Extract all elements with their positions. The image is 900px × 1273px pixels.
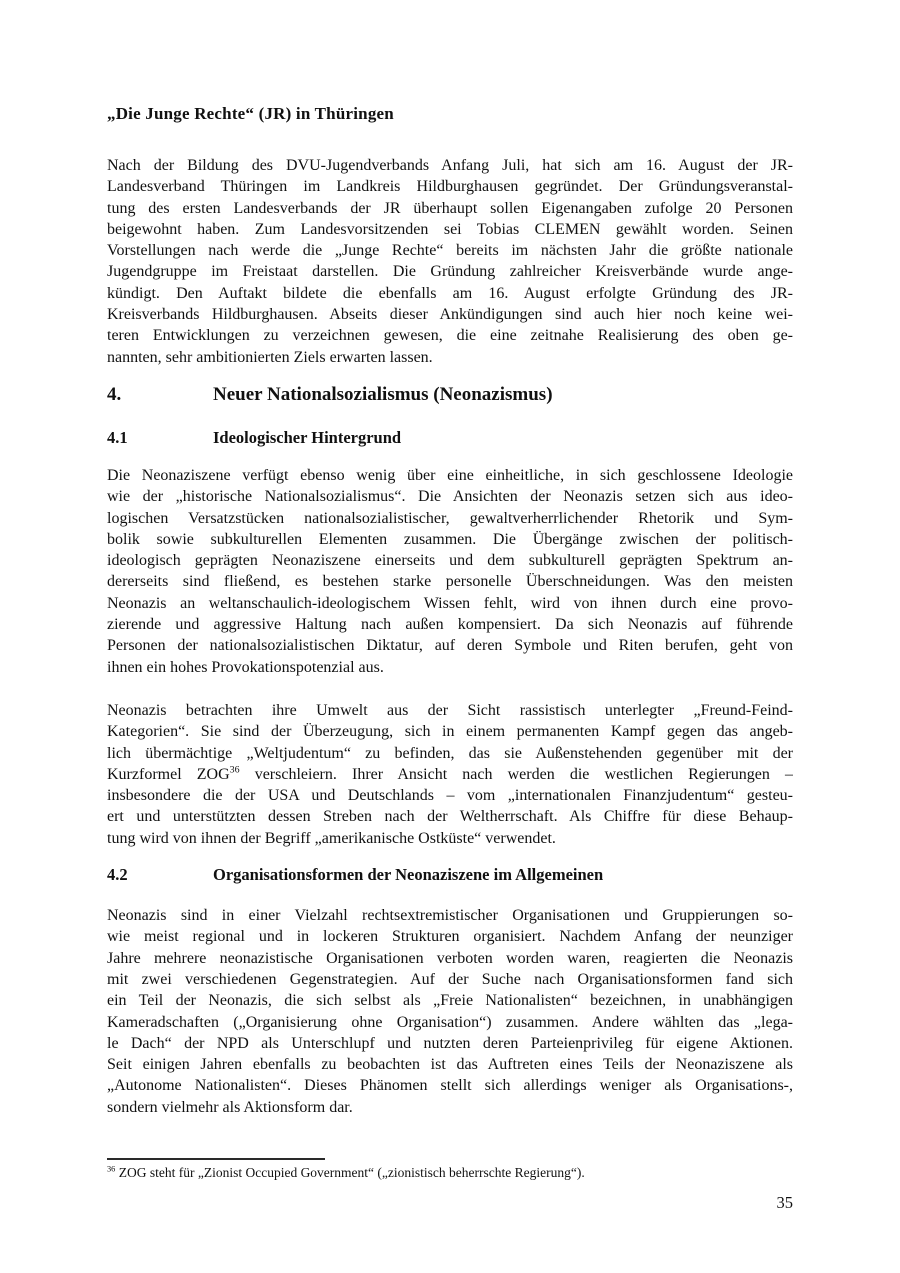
section-4-1-heading xyxy=(107,427,793,449)
text-line: beigewohnt haben. Zum Landesvorsitzenden sei Tobias CLEMEN gewählt worden. Seinen xyxy=(107,220,793,238)
text-line: Vorstellungen nach werde die „Junge Rechte“ bereits im nächsten Jahr die größte nationale xyxy=(107,242,793,260)
footnote-36 xyxy=(107,1163,793,1183)
text-line: Neonazis an weltanschaulich-ideologischem Wissen fehlt, wird von ihnen durch eine provo- xyxy=(107,594,793,612)
text-line: dererseits sind fließend, es bestehen starke personelle Überschneidungen. Was den meisten xyxy=(107,573,793,591)
text-line: mit zwei verschiedenen Gegenstrategien. Auf der Suche nach Organisationsformen fand sich xyxy=(107,970,793,988)
text-line: insbesondere die der USA und Deutschlands – vom „internationalen Finanzjudentum“ gesteu- xyxy=(107,787,793,805)
text-line: ihnen ein hohes Provokationspotenzial aus. xyxy=(107,658,384,676)
section-4-1-paragraph-1 xyxy=(107,465,793,678)
section-4-2-heading xyxy=(107,864,793,886)
text-line: lich übermächtige „Weltjudentum“ zu befinden, das sie Außenstehenden gegenüber mit der xyxy=(107,744,793,762)
text-line: „Autonome Nationalisten“. Dieses Phänomen stellt sich allerdings weniger als Organisations-, xyxy=(107,1077,793,1095)
text-line: ein Teil der Neonazis, die sich selbst als „Freie Nationalisten“ bezeichnen, in unabhängigen xyxy=(107,992,793,1010)
text-line: zierende und aggressive Haltung nach außen kompensiert. Da sich Neonazis auf führende xyxy=(107,616,793,634)
text-line: Neonazis betrachten ihre Umwelt aus der Sicht rassistisch unterlegter „Freund-Feind- xyxy=(107,701,793,719)
text-line: nannten, sehr ambitionierten Ziels erwarten lassen. xyxy=(107,348,433,366)
text-line: Kreisverbands Hildburghausen. Abseits dieser Ankündigungen sind auch hier noch keine wei- xyxy=(107,306,793,324)
text-line: logischen Versatzstücken nationalsozialistischer, gewaltverherrlichender Rhetorik und Sym- xyxy=(107,509,793,527)
text-line: Kategorien“. Sie sind der Überzeugung, sich in einem permanenten Kampf gegen das angeb- xyxy=(107,723,793,741)
document-subsection-title: „Die Junge Rechte“ (JR) in Thüringen xyxy=(107,104,394,123)
text-line: Seit einigen Jahren ebenfalls zu beobachten ist das Auftreten eines Teils der Neonaziszene als xyxy=(107,1056,793,1074)
text-line: bolik sowie subkulturellen Elementen zusammen. Die Übergänge zwischen der politisch- xyxy=(107,530,793,548)
section-4-number: 4. xyxy=(107,383,122,405)
page-number: 35 xyxy=(776,1193,793,1212)
text-line: teren Entwicklungen zu verzeichnen gewesen, die eine zeitnahe Realisierung des oben ge- xyxy=(107,327,793,345)
section-4-heading xyxy=(107,382,793,408)
section-4-2-paragraph xyxy=(107,905,793,1118)
text-line: Landesverband Thüringen im Landkreis Hildburghausen gegründet. Der Gründungsveranstal- xyxy=(107,178,793,196)
footnote-36-text: ZOG steht für „Zionist Occupied Government“ („zionistisch beherrschte Regierung“). xyxy=(118,1164,585,1180)
text-line: kündigt. Den Auftakt bildete die ebenfalls am 16. August erfolgte Gründung des JR- xyxy=(107,284,793,302)
text-line: Jahre mehrere neonazistische Organisationen verboten worden waren, reagierten die Neonazis xyxy=(107,949,793,967)
text-line: Die Neonaziszene verfügt ebenso wenig über eine einheitliche, in sich geschlossene Ideologie xyxy=(107,466,793,484)
text-line: sondern vielmehr als Aktionsform dar. xyxy=(107,1098,353,1116)
text-line: ert und unterstützten dessen Streben nach der Weltherrschaft. Als Chiffre für diese Behaup- xyxy=(107,808,793,826)
text-block xyxy=(107,103,793,1183)
footnote-36-marker: 36 xyxy=(107,1164,116,1174)
text-line: tung wird von ihnen der Begriff „amerikanische Ostküste“ verwendet. xyxy=(107,829,556,847)
text-line: Nach der Bildung des DVU-Jugendverbands Anfang Juli, hat sich am 16. August der JR- xyxy=(107,157,793,174)
section-4-2-title: Organisationsformen der Neonaziszene im Allgemeinen xyxy=(213,865,604,885)
text-line: ideologisch geprägten Neonaziszene einerseits und dem subkulturell geprägten Spektrum an- xyxy=(107,552,793,570)
text-line: Neonazis sind in einer Vielzahl rechtsextremistischer Organisationen und Gruppierungen so- xyxy=(107,907,793,925)
section-4-2-number: 4.2 xyxy=(107,865,128,885)
section-4-1-paragraph-2 xyxy=(107,700,793,849)
section-4-1-number: 4.1 xyxy=(107,427,128,447)
text-line: tung des ersten Landesverbands der JR überhaupt sollen Eigenangaben zufolge 20 Personen xyxy=(107,199,793,217)
text-line: Kameradschaften („Organisierung ohne Organisation“) zusammen. Andere wählten das „lega- xyxy=(107,1013,793,1031)
text-line: le Dach“ der NPD als Unterschlupf und nutzten deren Parteienprivileg für eigene Aktionen. xyxy=(107,1034,793,1052)
intro-paragraph xyxy=(107,155,793,368)
text-line: Kurzformel ZOG$^{36}$ verschleiern. Ihrer Ansicht nach werden die westlichen Regierungen – xyxy=(107,764,793,783)
text-line: wie meist regional und in lockeren Strukturen organisiert. Nachdem Anfang der neunziger xyxy=(107,928,793,946)
section-4-1-title: Ideologischer Hintergrund xyxy=(213,427,402,447)
section-4-title: Neuer Nationalsozialismus (Neonazismus) xyxy=(213,383,553,405)
text-line: Jugendgruppe im Freistaat darstellen. Die Gründung zahlreicher Kreisverbände wurde ange- xyxy=(107,263,793,281)
footnote-separator-rule xyxy=(107,1158,325,1160)
text-line: wie der „historische Nationalsozialismus“. Die Ansichten der Neonazis setzen sich aus ideo- xyxy=(107,488,793,506)
text-line: Personen der nationalsozialistischen Diktatur, auf deren Symbole und Riten berufen, geht von xyxy=(107,637,793,655)
